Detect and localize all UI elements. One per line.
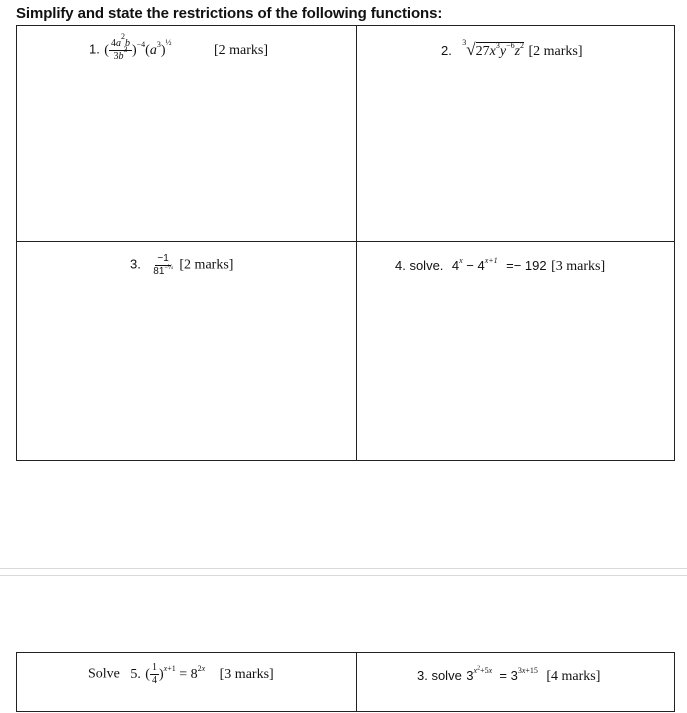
question-6-marks: [4 marks] [546, 669, 601, 684]
question-3 [130, 253, 233, 278]
question-1-cell [17, 26, 356, 241]
question-grid-bottom [16, 652, 675, 712]
question-4 [395, 257, 605, 275]
question-3-expression: $\frac{-1}{81^{-\frac{1}{4}}}$ [153, 253, 173, 277]
question-5-cell [17, 653, 356, 713]
question-2-number: 2. [441, 43, 452, 58]
question-1 [89, 32, 268, 63]
question-1-marks: [2 marks] [213, 42, 268, 58]
question-4-prefix: 4. solve. [395, 258, 444, 273]
question-5-marks: [3 marks] [219, 666, 274, 682]
question-4-cell [357, 242, 676, 461]
question-grid-top [16, 25, 675, 461]
question-4-marks: [3 marks] [551, 259, 606, 274]
question-2-cell [357, 26, 676, 241]
page-heading: Simplify and state the restrictions of the following functions: [16, 5, 443, 22]
question-3-marks: [2 marks] [179, 257, 234, 273]
question-4-equals: =− 192 [506, 258, 547, 273]
question-2-marks: [2 marks] [528, 44, 583, 59]
section-divider-1 [0, 568, 687, 569]
question-6-expression: $3^{x^2+5x} = 3^{3x+15}$ [466, 665, 538, 683]
question-4-expression: $4^x - 4^{x+1}$ [451, 256, 498, 273]
section-divider-2 [0, 575, 687, 576]
question-2-expression: $^3√27x^3y^{-6}z^2$ [462, 38, 525, 59]
question-1-number: 1. [89, 41, 100, 57]
question-6-cell [357, 653, 676, 713]
question-5-expression: ( $\frac{1}{4}$ )$^{x+1} = 8^{2x}$ [145, 662, 206, 686]
question-5 [88, 662, 274, 687]
question-5-number: 5. [130, 666, 141, 682]
question-1-expression: ( $\frac{4a^2b}{3b^3}$ )$^{-4}(a^3)^{\frac{1}{2}}$ [104, 32, 172, 62]
question-2 [441, 40, 583, 60]
question-6-prefix: 3. solve [417, 668, 462, 683]
question-6 [417, 667, 600, 685]
question-3-number: 3. [130, 256, 141, 272]
question-5-prefix: Solve [88, 666, 120, 682]
question-3-cell [17, 242, 356, 461]
